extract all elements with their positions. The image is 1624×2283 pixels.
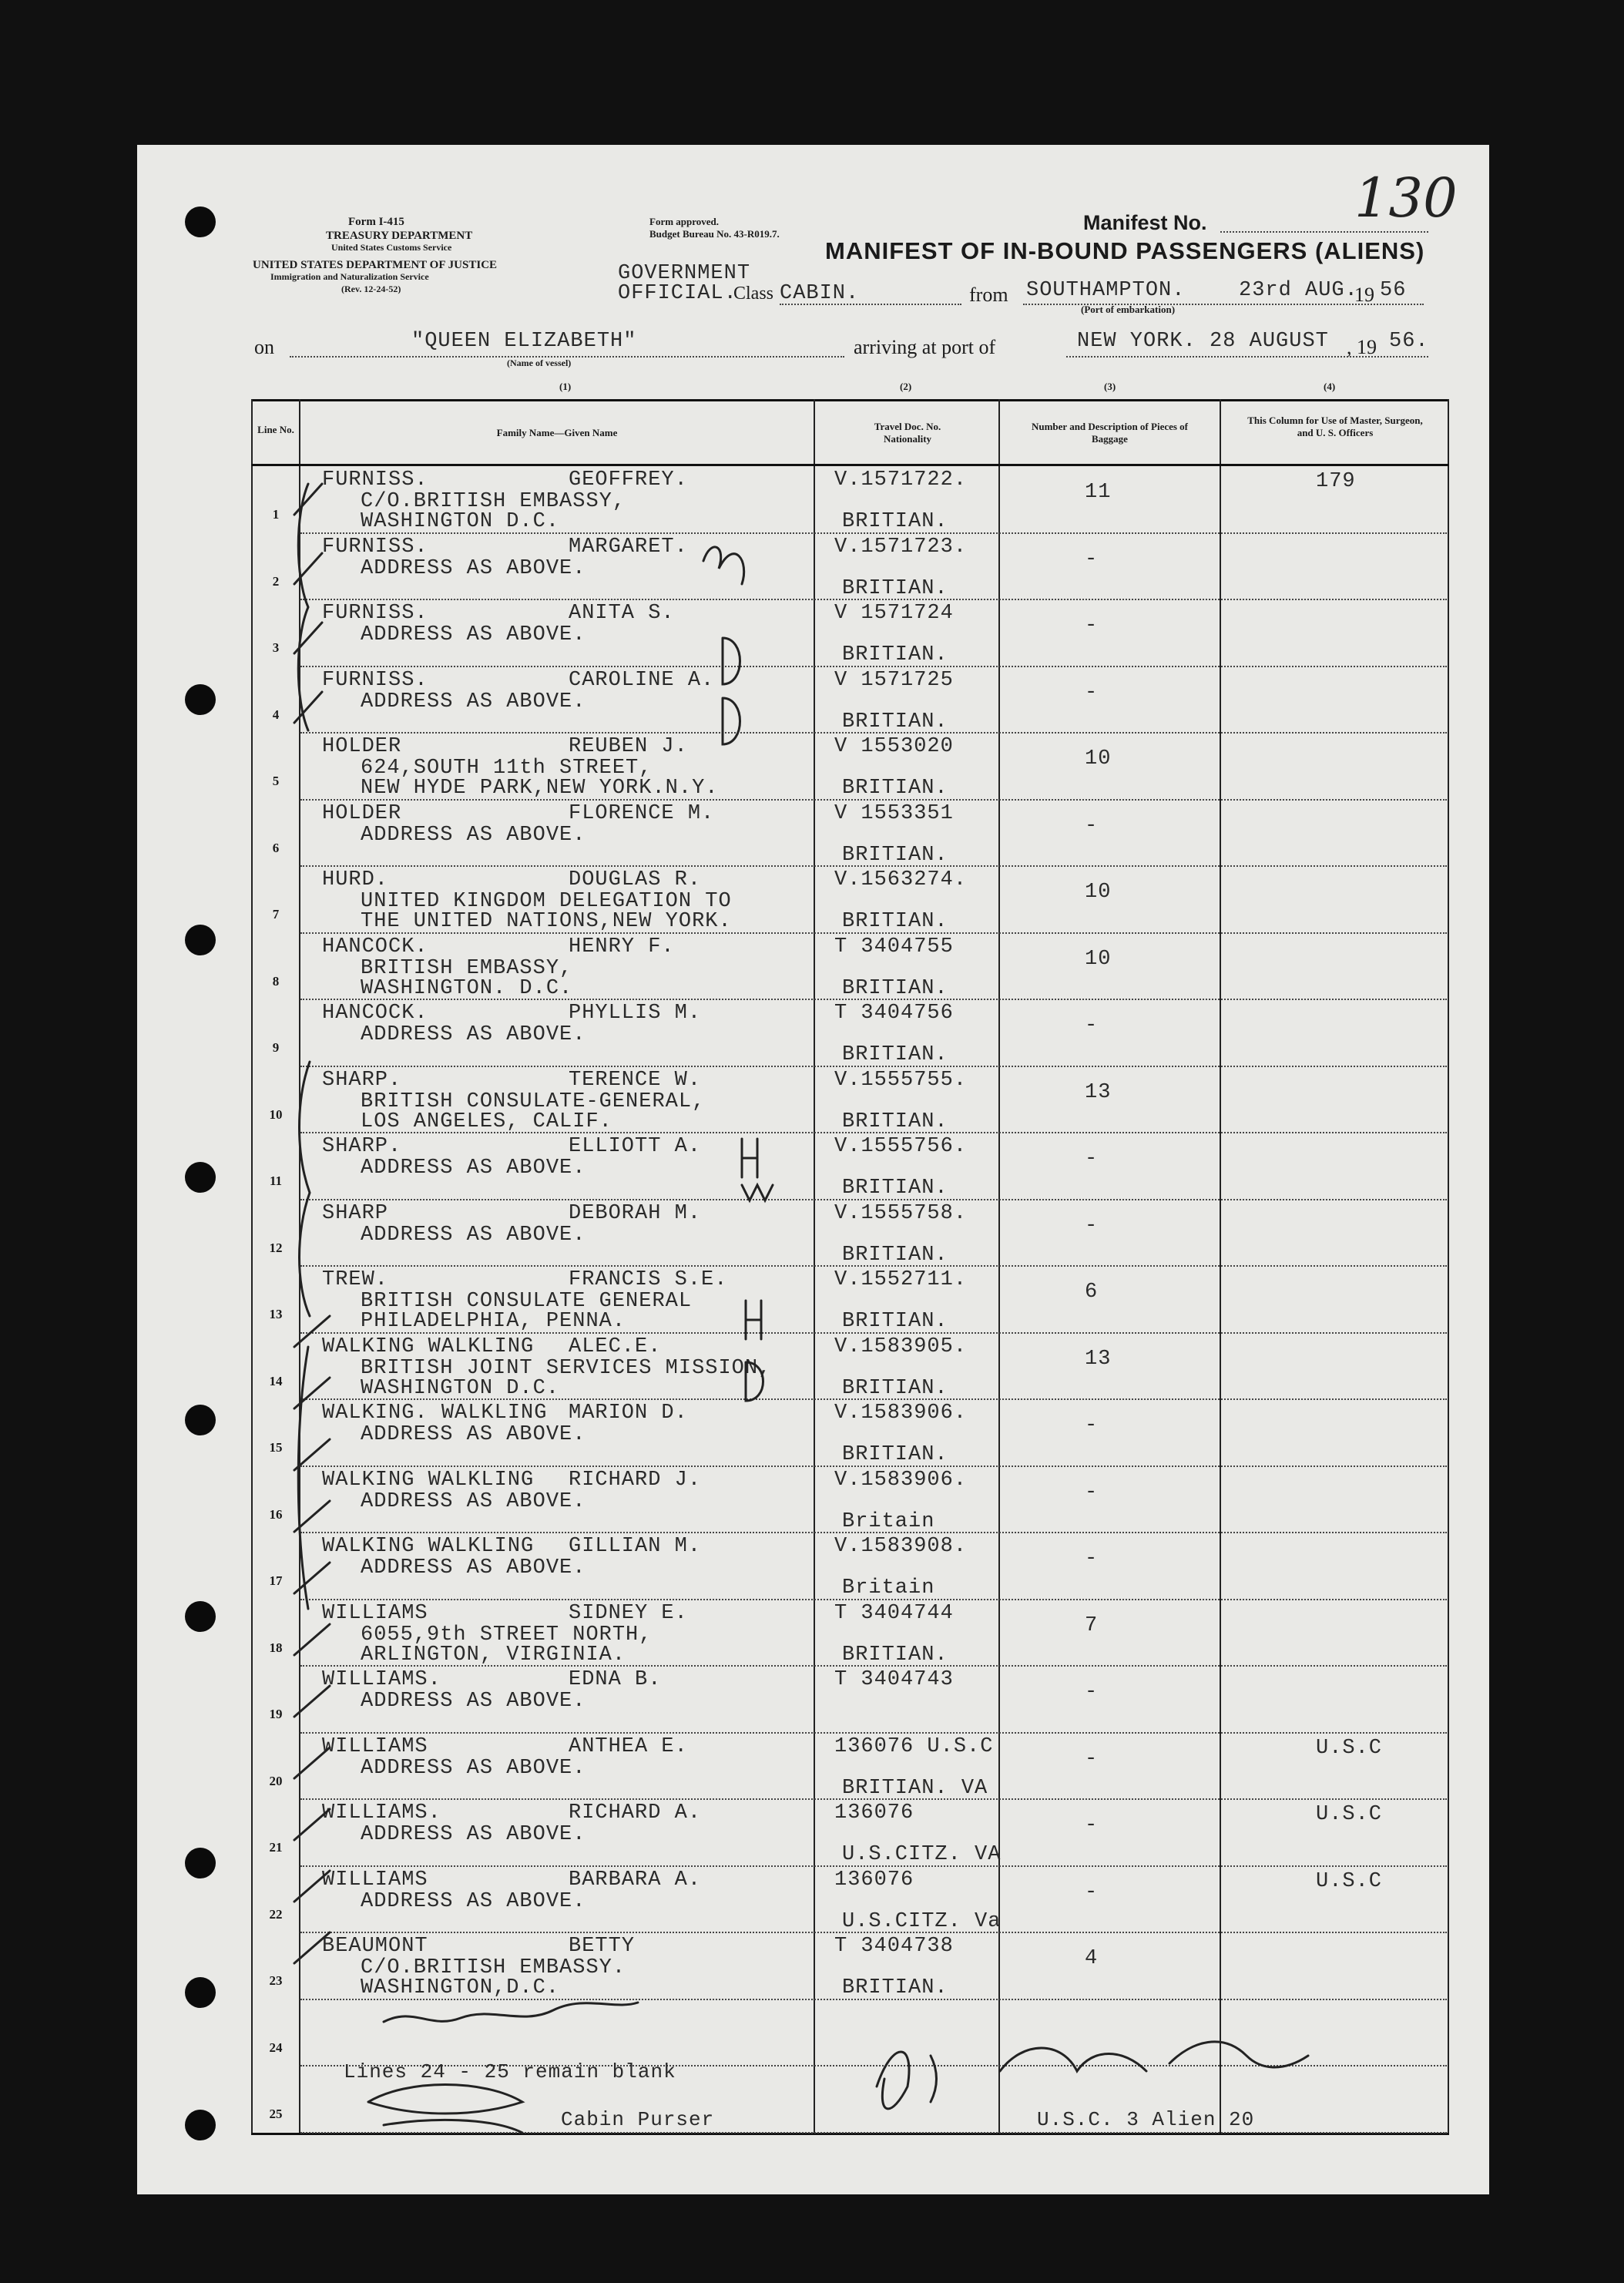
line-number: 12 — [269, 1240, 283, 1255]
from-port: SOUTHAMPTON. — [1026, 279, 1186, 302]
travel-doc-no: T 3404755 — [834, 935, 954, 959]
arriving-label: arriving at port of — [854, 336, 996, 358]
from-date: 23rd AUG. — [1239, 279, 1358, 302]
port-embark-caption: (Port of embarkation) — [1081, 304, 1176, 315]
col-header-baggage: Number and Description of Pieces of Baggage — [1031, 421, 1189, 445]
given-name: RICHARD J. — [569, 1468, 702, 1492]
baggage-pieces: 13 — [1085, 1347, 1112, 1371]
surname: WALKING WALKLING — [322, 1468, 535, 1492]
baggage-pieces: - — [1085, 1747, 1099, 1771]
line-number: 3 — [272, 640, 280, 655]
line-number: 8 — [272, 973, 280, 989]
address-line-1: 624,SOUTH 11th STREET, — [361, 757, 653, 780]
baggage-pieces: - — [1085, 1414, 1099, 1437]
baggage-pieces: 13 — [1085, 1080, 1112, 1104]
travel-doc-no: 136076 — [834, 1868, 914, 1892]
address-line-1: ADDRESS AS ABOVE. — [361, 623, 586, 646]
purser-title: Cabin Purser — [561, 2108, 715, 2131]
travel-doc-no: V.1583905. — [834, 1335, 968, 1358]
initial-mark — [723, 638, 740, 684]
check-mark — [294, 1686, 330, 1963]
officer-note: 179 — [1316, 470, 1356, 493]
check-mark — [294, 1316, 330, 1655]
line-number: 14 — [269, 1373, 283, 1388]
travel-doc-no: V.1571723. — [834, 535, 968, 559]
travel-doc-no: V 1571725 — [834, 668, 954, 692]
line-number: 17 — [269, 1573, 283, 1588]
surname: WILLIAMS. — [322, 1668, 441, 1691]
address-line-1: ADDRESS AS ABOVE. — [361, 1489, 586, 1513]
given-name: MARGARET. — [569, 535, 688, 559]
nationality: Britain — [842, 1576, 935, 1600]
officer-note: U.S.C — [1316, 1803, 1383, 1826]
nationality: U.S.CITZ. Va — [842, 1909, 1002, 1933]
bracket-mark — [298, 1347, 308, 1609]
address-line-1: BRITISH CONSULATE GENERAL — [361, 1290, 693, 1313]
address-line-1: UNITED KINGDOM DELEGATION TO — [361, 890, 732, 913]
surname: SHARP. — [322, 1135, 402, 1158]
initial-mark — [746, 1362, 763, 1401]
travel-doc-no: T 3404744 — [834, 1601, 954, 1625]
nationality: Britain — [842, 1509, 935, 1533]
line-number: 9 — [272, 1040, 280, 1055]
baggage-pieces: - — [1085, 680, 1099, 704]
travel-doc-no: V.1552711. — [834, 1268, 968, 1291]
address-line-1: ADDRESS AS ABOVE. — [361, 1756, 586, 1780]
nationality: BRITIAN. — [842, 1643, 948, 1667]
totals: U.S.C. 3 Alien 20 — [1037, 2108, 1255, 2131]
travel-doc-no: T 3404756 — [834, 1002, 954, 1025]
given-name: DOUGLAS R. — [569, 868, 702, 891]
col-header-line: Line No. — [257, 424, 294, 435]
nationality: BRITIAN. — [842, 1177, 948, 1200]
bracket-mark — [298, 484, 308, 730]
line-number: 22 — [269, 1906, 283, 1922]
address-line-2: THE UNITED NATIONS,NEW YORK. — [361, 910, 732, 933]
nationality: BRITIAN. — [842, 1376, 948, 1400]
vessel-caption: (Name of vessel) — [507, 358, 572, 368]
given-name: EDNA B. — [569, 1668, 662, 1691]
baggage-pieces: 7 — [1085, 1613, 1099, 1637]
given-name: ANTHEA E. — [569, 1734, 688, 1758]
given-name: BETTY — [569, 1935, 636, 1958]
line-number: 4 — [272, 707, 280, 722]
col-4-number: (4) — [1324, 381, 1336, 392]
given-name: CAROLINE A. — [569, 668, 715, 692]
surname: FURNISS. — [322, 468, 428, 492]
justice-dept: UNITED STATES DEPARTMENT OF JUSTICE — [253, 259, 498, 271]
line-number: 13 — [269, 1307, 283, 1321]
address-line-1: ADDRESS AS ABOVE. — [361, 1157, 586, 1180]
given-name: ANITA S. — [569, 602, 675, 625]
nationality: BRITIAN. — [842, 777, 948, 800]
nationality: BRITIAN. — [842, 843, 948, 867]
line-number: 10 — [269, 1106, 283, 1122]
officer-note: U.S.C — [1316, 1736, 1383, 1760]
nationality: BRITIAN. — [842, 1310, 948, 1333]
given-name: FRANCIS S.E. — [569, 1268, 728, 1291]
address-line-1: ADDRESS AS ABOVE. — [361, 1023, 586, 1046]
baggage-pieces: - — [1085, 1880, 1099, 1904]
arrival-year-prefix: , 19 — [1347, 336, 1377, 358]
vessel-name: "QUEEN ELIZABETH" — [411, 330, 637, 353]
given-name: HENRY F. — [569, 935, 675, 959]
address-line-1: C/O.BRITISH EMBASSY. — [361, 1956, 626, 1979]
baggage-pieces: - — [1085, 1480, 1099, 1504]
address-line-1: ADDRESS AS ABOVE. — [361, 690, 586, 713]
address-line-1: BRITISH JOINT SERVICES MISSION, — [361, 1356, 772, 1380]
col-header-name: Family Name—Given Name — [496, 427, 618, 438]
arrival-port: NEW YORK. 28 AUGUST — [1077, 330, 1329, 353]
manifest-no-label: Manifest No. — [1083, 211, 1207, 234]
travel-doc-no: V 1571724 — [834, 602, 954, 625]
address-line-1: 6055,9th STREET NORTH, — [361, 1623, 653, 1647]
treasury-dept: TREASURY DEPARTMENT — [326, 230, 473, 242]
from-year-prefix: 19 — [1354, 284, 1374, 306]
surname: FURNISS. — [322, 602, 428, 625]
address-line-1: ADDRESS AS ABOVE. — [361, 1423, 586, 1446]
address-line-2: WASHINGTON D.C. — [361, 510, 560, 533]
surname: WALKING WALKLING — [322, 1335, 535, 1358]
col-header-travel: Travel Doc. No. Nationality — [874, 421, 941, 445]
baggage-pieces: - — [1085, 1814, 1099, 1837]
given-name: PHYLLIS M. — [569, 1002, 702, 1025]
customs-service: United States Customs Service — [331, 242, 452, 253]
purser-signature — [368, 2085, 522, 2134]
address-line-1: BRITISH CONSULATE-GENERAL, — [361, 1089, 706, 1113]
line-number: 19 — [269, 1707, 283, 1721]
address-line-1: ADDRESS AS ABOVE. — [361, 823, 586, 847]
line-number: 25 — [269, 2107, 283, 2121]
travel-doc-no: V.1583906. — [834, 1468, 968, 1492]
surname: BEAUMONT — [322, 1935, 428, 1958]
given-name: RICHARD A. — [569, 1801, 702, 1825]
given-name: MARION D. — [569, 1402, 688, 1425]
nationality: BRITIAN. — [842, 1243, 948, 1267]
given-name: TERENCE W. — [569, 1068, 702, 1092]
surname: SHARP — [322, 1201, 389, 1225]
nationality: BRITIAN. VA — [842, 1776, 988, 1800]
surname: WALKING WALKLING — [322, 1535, 535, 1558]
baggage-pieces: 10 — [1085, 747, 1112, 771]
revision: (Rev. 12-24-52) — [341, 284, 401, 294]
surname: WALKING. WALKLING — [322, 1402, 548, 1425]
from-label: from — [969, 284, 1008, 306]
baggage-pieces: 11 — [1085, 481, 1112, 504]
given-name: REUBEN J. — [569, 735, 688, 758]
given-name: SIDNEY E. — [569, 1601, 688, 1625]
address-line-1: BRITISH EMBASSY, — [361, 956, 573, 980]
given-name: GEOFFREY. — [569, 468, 688, 492]
nationality: BRITIAN. — [842, 1110, 948, 1133]
line-number: 7 — [272, 907, 280, 922]
blank-lines-note: Lines 24 - 25 remain blank — [344, 2060, 676, 2083]
officer-signature — [1000, 2042, 1308, 2071]
nationality: BRITIAN. — [842, 710, 948, 734]
col-header-officers: This Column for Use of Master, Surgeon, and U. S. Officers — [1247, 415, 1423, 438]
officer-signature — [877, 2052, 937, 2109]
col-2-number: (2) — [900, 381, 912, 392]
baggage-pieces: - — [1085, 547, 1099, 571]
inspector-signature — [384, 2003, 638, 2022]
line-number: 1 — [272, 507, 280, 522]
baggage-pieces: - — [1085, 1147, 1099, 1170]
surname: SHARP. — [322, 1068, 402, 1092]
baggage-pieces: - — [1085, 814, 1099, 838]
address-line-1: ADDRESS AS ABOVE. — [361, 1823, 586, 1846]
baggage-pieces: - — [1085, 1014, 1099, 1037]
nationality: BRITIAN. — [842, 1043, 948, 1066]
nationality: U.S.CITZ. VA — [842, 1843, 1002, 1866]
form-approved: Form approved. — [649, 216, 720, 227]
line-number: 5 — [272, 774, 280, 788]
line-number: 21 — [269, 1840, 283, 1855]
surname: TREW. — [322, 1268, 389, 1291]
travel-doc-no: V 1553351 — [834, 801, 954, 825]
manifest-sheet — [137, 145, 1489, 2194]
surname: WILLIAMS — [322, 1868, 428, 1892]
form-number: Form I-415 — [348, 216, 404, 228]
nationality: BRITIAN. — [842, 1443, 948, 1466]
travel-doc-no: V.1563274. — [834, 868, 968, 891]
surname: HANCOCK. — [322, 935, 428, 959]
surname: HOLDER — [322, 735, 402, 758]
nationality: BRITIAN. — [842, 643, 948, 666]
nationality: BRITIAN. — [842, 510, 948, 533]
initial-mark — [703, 547, 744, 584]
line-number: 15 — [269, 1440, 283, 1455]
baggage-pieces: - — [1085, 1680, 1099, 1704]
line-number: 11 — [269, 1173, 283, 1188]
travel-doc-no: T 3404738 — [834, 1935, 954, 1958]
address-line-1: ADDRESS AS ABOVE. — [361, 1223, 586, 1247]
baggage-pieces: 10 — [1085, 947, 1112, 971]
address-line-1: ADDRESS AS ABOVE. — [361, 1889, 586, 1913]
class-label: Class — [733, 284, 774, 304]
budget-bureau: Budget Bureau No. 43-R019.7. — [649, 228, 780, 240]
baggage-pieces: - — [1085, 1547, 1099, 1570]
baggage-pieces: 10 — [1085, 881, 1112, 904]
col-3-number: (3) — [1104, 381, 1116, 392]
surname: FURNISS. — [322, 535, 428, 559]
address-line-2: WASHINGTON. D.C. — [361, 976, 573, 1000]
address-line-2: NEW HYDE PARK,NEW YORK.N.Y. — [361, 777, 719, 800]
line-number: 18 — [269, 1640, 283, 1655]
col-1-number: (1) — [559, 381, 572, 392]
surname: FURNISS. — [322, 668, 428, 692]
travel-doc-no: V.1555758. — [834, 1201, 968, 1225]
address-line-2: WASHINGTON D.C. — [361, 1376, 560, 1400]
given-name: FLORENCE M. — [569, 801, 715, 825]
class-value: CABIN. — [780, 282, 860, 305]
nationality: BRITIAN. — [842, 976, 948, 1000]
surname: HANCOCK. — [322, 1002, 428, 1025]
nationality: BRITIAN. — [842, 1976, 948, 1999]
line-number: 6 — [272, 840, 280, 855]
travel-doc-no: V.1583906. — [834, 1402, 968, 1425]
handwritten-marks — [137, 145, 1489, 2194]
baggage-pieces: 4 — [1085, 1947, 1099, 1970]
surname: WILLIAMS — [322, 1734, 428, 1758]
address-line-1: C/O.BRITISH EMBASSY, — [361, 490, 626, 513]
bracket-mark — [300, 1062, 310, 1316]
address-line-1: ADDRESS AS ABOVE. — [361, 556, 586, 580]
manifest-title: MANIFEST OF IN-BOUND PASSENGERS (ALIENS) — [825, 237, 1425, 264]
on-label: on — [254, 336, 274, 358]
from-year: 56 — [1380, 279, 1407, 302]
line-number: 2 — [272, 573, 280, 589]
travel-doc-no: V 1553020 — [834, 735, 954, 758]
given-name: ALEC.E. — [569, 1335, 662, 1358]
travel-doc-no: T 3404743 — [834, 1668, 954, 1691]
initial-mark — [742, 1139, 773, 1200]
line-number: 20 — [269, 1773, 283, 1788]
travel-doc-no: V.1555755. — [834, 1068, 968, 1092]
address-line-2: WASHINGTON,D.C. — [361, 1976, 560, 1999]
travel-doc-no: V.1555756. — [834, 1135, 968, 1158]
address-line-1: ADDRESS AS ABOVE. — [361, 1690, 586, 1713]
address-line-1: ADDRESS AS ABOVE. — [361, 1556, 586, 1580]
class-prefix-2: OFFICIAL. — [618, 282, 737, 305]
given-name: BARBARA A. — [569, 1868, 702, 1892]
line-number: 24 — [269, 2040, 283, 2055]
manifest-number: 130 — [1354, 166, 1458, 230]
given-name: GILLIAN M. — [569, 1535, 702, 1558]
address-line-2: LOS ANGELES, CALIF. — [361, 1110, 612, 1133]
ins-service: Immigration and Naturalization Service — [270, 271, 429, 282]
travel-doc-no: V.1583908. — [834, 1535, 968, 1558]
baggage-pieces: 6 — [1085, 1281, 1099, 1304]
officer-note: U.S.C — [1316, 1869, 1383, 1893]
surname: HOLDER — [322, 801, 402, 825]
baggage-pieces: - — [1085, 1214, 1099, 1237]
surname: HURD. — [322, 868, 389, 891]
address-line-2: PHILADELPHIA, PENNA. — [361, 1310, 626, 1333]
initial-mark — [746, 1301, 761, 1339]
line-number: 16 — [269, 1506, 283, 1522]
given-name: ELLIOTT A. — [569, 1135, 702, 1158]
line-number: 23 — [269, 1973, 283, 1988]
arrival-year: 56. — [1389, 330, 1429, 353]
travel-doc-no: 136076 — [834, 1801, 914, 1825]
surname: WILLIAMS — [322, 1601, 428, 1625]
nationality: BRITIAN. — [842, 910, 948, 933]
surname: WILLIAMS. — [322, 1801, 441, 1825]
class-prefix-1: GOVERNMENT — [618, 262, 751, 285]
address-line-2: ARLINGTON, VIRGINIA. — [361, 1643, 626, 1667]
travel-doc-no: 136076 U.S.C — [834, 1734, 994, 1758]
nationality: BRITIAN. — [842, 576, 948, 600]
travel-doc-no: V.1571722. — [834, 468, 968, 492]
given-name: DEBORAH M. — [569, 1201, 702, 1225]
baggage-pieces: - — [1085, 614, 1099, 637]
initial-mark — [723, 698, 740, 744]
